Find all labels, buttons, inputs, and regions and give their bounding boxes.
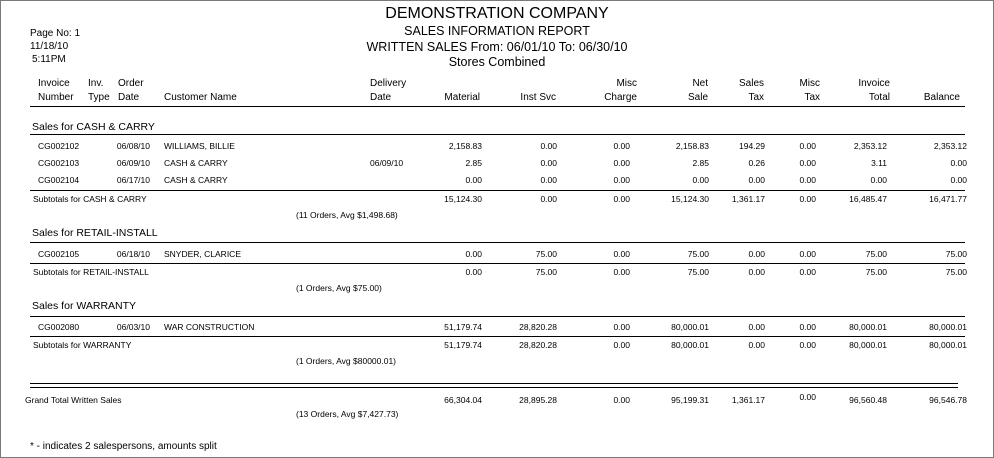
column-header-inst_svc-line2: Inst Svc <box>520 92 556 103</box>
cell-invoice: CG002105 <box>38 249 80 259</box>
subtotal-sales_tax: 0.00 <box>748 340 765 350</box>
cell-net_sale: 80,000.01 <box>671 322 709 332</box>
column-header-misc_tax-line2: Tax <box>804 92 820 103</box>
column-header-material-line2: Material <box>444 92 480 103</box>
column-header-sales_tax-line1: Sales <box>738 78 764 89</box>
column-header-net_sale-line1: Net <box>692 78 708 89</box>
subtotal-misc_charge: 0.00 <box>613 194 630 204</box>
subtotal-divider <box>30 190 965 191</box>
cell-sales_tax: 0.00 <box>748 322 765 332</box>
grand-total-label: Grand Total Written Sales <box>25 395 122 405</box>
print-time: 5:11PM <box>32 54 66 65</box>
subtotal-misc_tax: 0.00 <box>799 267 816 277</box>
cell-invoice_total: 75.00 <box>865 249 887 259</box>
section-heading: Sales for WARRANTY <box>32 300 137 312</box>
cell-invoice: CG002103 <box>38 158 80 168</box>
subtotal-inst_svc: 0.00 <box>540 194 557 204</box>
cell-misc_tax: 0.00 <box>799 322 816 332</box>
cell-balance: 75.00 <box>945 249 967 259</box>
cell-misc_charge: 0.00 <box>613 249 630 259</box>
section-divider <box>30 134 965 135</box>
cell-net_sale: 2.85 <box>692 158 709 168</box>
subtotal-balance: 75.00 <box>945 267 967 277</box>
column-header-balance-line2: Balance <box>923 92 960 103</box>
print-date: 11/18/10 <box>30 41 69 52</box>
grand-total-divider <box>30 387 958 388</box>
cell-misc_charge: 0.00 <box>613 175 630 185</box>
cell-invoice: CG002104 <box>38 175 80 185</box>
cell-customer: CASH & CARRY <box>164 158 228 168</box>
grand-total-balance: 96,546.78 <box>929 395 967 405</box>
cell-inst_svc: 75.00 <box>535 249 557 259</box>
subtotal-material: 15,124.30 <box>444 194 482 204</box>
subtotal-net_sale: 75.00 <box>687 267 709 277</box>
subtotal-misc_tax: 0.00 <box>799 340 816 350</box>
column-header-invoice_total-line2: Total <box>868 92 890 103</box>
section-divider <box>30 316 965 317</box>
cell-order_date: 06/17/10 <box>116 175 150 185</box>
subtotal-divider <box>30 263 965 264</box>
subtotal-misc_charge: 0.00 <box>613 267 630 277</box>
subtotal-material: 51,179.74 <box>444 340 482 350</box>
grand-total-misc_tax: 0.00 <box>799 392 816 402</box>
column-header-inv_type-line2: Type <box>88 92 110 103</box>
cell-misc_charge: 0.00 <box>613 322 630 332</box>
cell-invoice_total: 2,353.12 <box>853 141 887 151</box>
page-number: Page No: 1 <box>30 28 81 39</box>
report-title: SALES INFORMATION REPORT <box>404 24 590 38</box>
report-scope: Stores Combined <box>448 55 546 69</box>
cell-sales_tax: 194.29 <box>739 141 765 151</box>
column-header-order_date-line1: Order <box>118 78 144 89</box>
grand-total-material: 66,304.04 <box>444 395 482 405</box>
cell-net_sale: 0.00 <box>692 175 709 185</box>
cell-invoice_total: 3.11 <box>871 158 887 168</box>
subtotal-misc_tax: 0.00 <box>799 194 816 204</box>
subtotal-invoice_total: 16,485.47 <box>849 194 887 204</box>
cell-inst_svc: 28,820.28 <box>519 322 557 332</box>
cell-misc_tax: 0.00 <box>799 158 816 168</box>
cell-misc_charge: 0.00 <box>613 141 630 151</box>
cell-net_sale: 75.00 <box>687 249 709 259</box>
column-header-misc_charge-line2: Charge <box>604 92 637 103</box>
header-divider <box>30 106 965 107</box>
subtotal-sales_tax: 1,361.17 <box>731 194 765 204</box>
column-header-sales_tax-line2: Tax <box>748 92 764 103</box>
grand-total-summary: (13 Orders, Avg $7,427.73) <box>296 409 399 419</box>
cell-order_date: 06/09/10 <box>116 158 150 168</box>
cell-delivery: 06/09/10 <box>370 158 404 168</box>
cell-sales_tax: 0.00 <box>748 175 765 185</box>
cell-inst_svc: 0.00 <box>540 175 557 185</box>
subtotal-invoice_total: 80,000.01 <box>849 340 887 350</box>
cell-customer: SNYDER, CLARICE <box>164 249 241 259</box>
subtotal-invoice_total: 75.00 <box>865 267 887 277</box>
cell-inst_svc: 0.00 <box>540 158 557 168</box>
section-divider <box>30 242 965 243</box>
cell-invoice_total: 80,000.01 <box>849 322 887 332</box>
subtotal-label: Subtotals for WARRANTY <box>33 340 132 350</box>
subtotal-summary: (1 Orders, Avg $75.00) <box>296 283 382 293</box>
subtotal-inst_svc: 28,820.28 <box>519 340 557 350</box>
subtotal-net_sale: 15,124.30 <box>671 194 709 204</box>
cell-invoice_total: 0.00 <box>870 175 887 185</box>
report-date-range: WRITTEN SALES From: 06/01/10 To: 06/30/10 <box>366 40 628 54</box>
cell-material: 2.85 <box>465 158 482 168</box>
cell-misc_tax: 0.00 <box>799 249 816 259</box>
subtotal-sales_tax: 0.00 <box>748 267 765 277</box>
cell-balance: 2,353.12 <box>933 141 967 151</box>
cell-balance: 80,000.01 <box>929 322 967 332</box>
grand-total-misc_charge: 0.00 <box>613 395 630 405</box>
subtotal-summary: (11 Orders, Avg $1,498.68) <box>296 210 398 220</box>
cell-order_date: 06/03/10 <box>116 322 150 332</box>
column-header-invoice-line1: Invoice <box>38 78 70 89</box>
cell-material: 0.00 <box>465 249 482 259</box>
column-header-invoice-line2: Number <box>38 92 74 103</box>
cell-material: 2,158.83 <box>448 141 482 151</box>
column-header-inv_type-line1: Inv. <box>88 78 104 89</box>
section-heading: Sales for CASH & CARRY <box>32 121 155 133</box>
subtotal-material: 0.00 <box>465 267 482 277</box>
column-header-misc_tax-line1: Misc <box>799 78 820 89</box>
cell-invoice: CG002080 <box>38 322 80 332</box>
column-header-delivery-line1: Delivery <box>370 78 407 89</box>
cell-misc_charge: 0.00 <box>613 158 630 168</box>
column-header-order_date-line2: Date <box>118 92 140 103</box>
subtotal-balance: 16,471.77 <box>929 194 967 204</box>
cell-customer: WAR CONSTRUCTION <box>164 322 255 332</box>
cell-balance: 0.00 <box>950 175 967 185</box>
subtotal-balance: 80,000.01 <box>929 340 967 350</box>
grand-total-sales_tax: 1,361.17 <box>731 395 765 405</box>
company-name: DEMONSTRATION COMPANY <box>385 5 609 22</box>
subtotal-inst_svc: 75.00 <box>535 267 557 277</box>
cell-customer: CASH & CARRY <box>164 175 228 185</box>
cell-sales_tax: 0.26 <box>748 158 765 168</box>
section-heading: Sales for RETAIL-INSTALL <box>32 227 158 239</box>
column-header-misc_charge-line1: Misc <box>616 78 637 89</box>
subtotal-misc_charge: 0.00 <box>613 340 630 350</box>
column-header-net_sale-line2: Sale <box>687 92 708 103</box>
cell-misc_tax: 0.00 <box>799 175 816 185</box>
subtotal-divider <box>30 336 965 337</box>
subtotal-summary: (1 Orders, Avg $80000.01) <box>296 356 397 366</box>
cell-misc_tax: 0.00 <box>799 141 816 151</box>
column-header-delivery-line2: Date <box>370 92 392 103</box>
column-header-customer-line2: Customer Name <box>164 92 237 103</box>
cell-balance: 0.00 <box>950 158 967 168</box>
grand-total-divider <box>30 383 958 384</box>
grand-total-net_sale: 95,199.31 <box>671 395 709 405</box>
cell-order_date: 06/18/10 <box>116 249 150 259</box>
cell-inst_svc: 0.00 <box>540 141 557 151</box>
cell-sales_tax: 0.00 <box>748 249 765 259</box>
cell-customer: WILLIAMS, BILLIE <box>164 141 235 151</box>
subtotal-net_sale: 80,000.01 <box>671 340 709 350</box>
column-header-invoice_total-line1: Invoice <box>858 78 890 89</box>
cell-invoice: CG002102 <box>38 141 80 151</box>
cell-net_sale: 2,158.83 <box>675 141 709 151</box>
cell-order_date: 06/08/10 <box>116 141 150 151</box>
grand-total-inst_svc: 28,895.28 <box>519 395 557 405</box>
cell-material: 51,179.74 <box>444 322 482 332</box>
cell-material: 0.00 <box>465 175 482 185</box>
grand-total-invoice_total: 96,560.48 <box>849 395 887 405</box>
footnote: * - indicates 2 salespersons, amounts split <box>30 441 217 452</box>
subtotal-label: Subtotals for CASH & CARRY <box>33 194 147 204</box>
subtotal-label: Subtotals for RETAIL-INSTALL <box>33 267 149 277</box>
